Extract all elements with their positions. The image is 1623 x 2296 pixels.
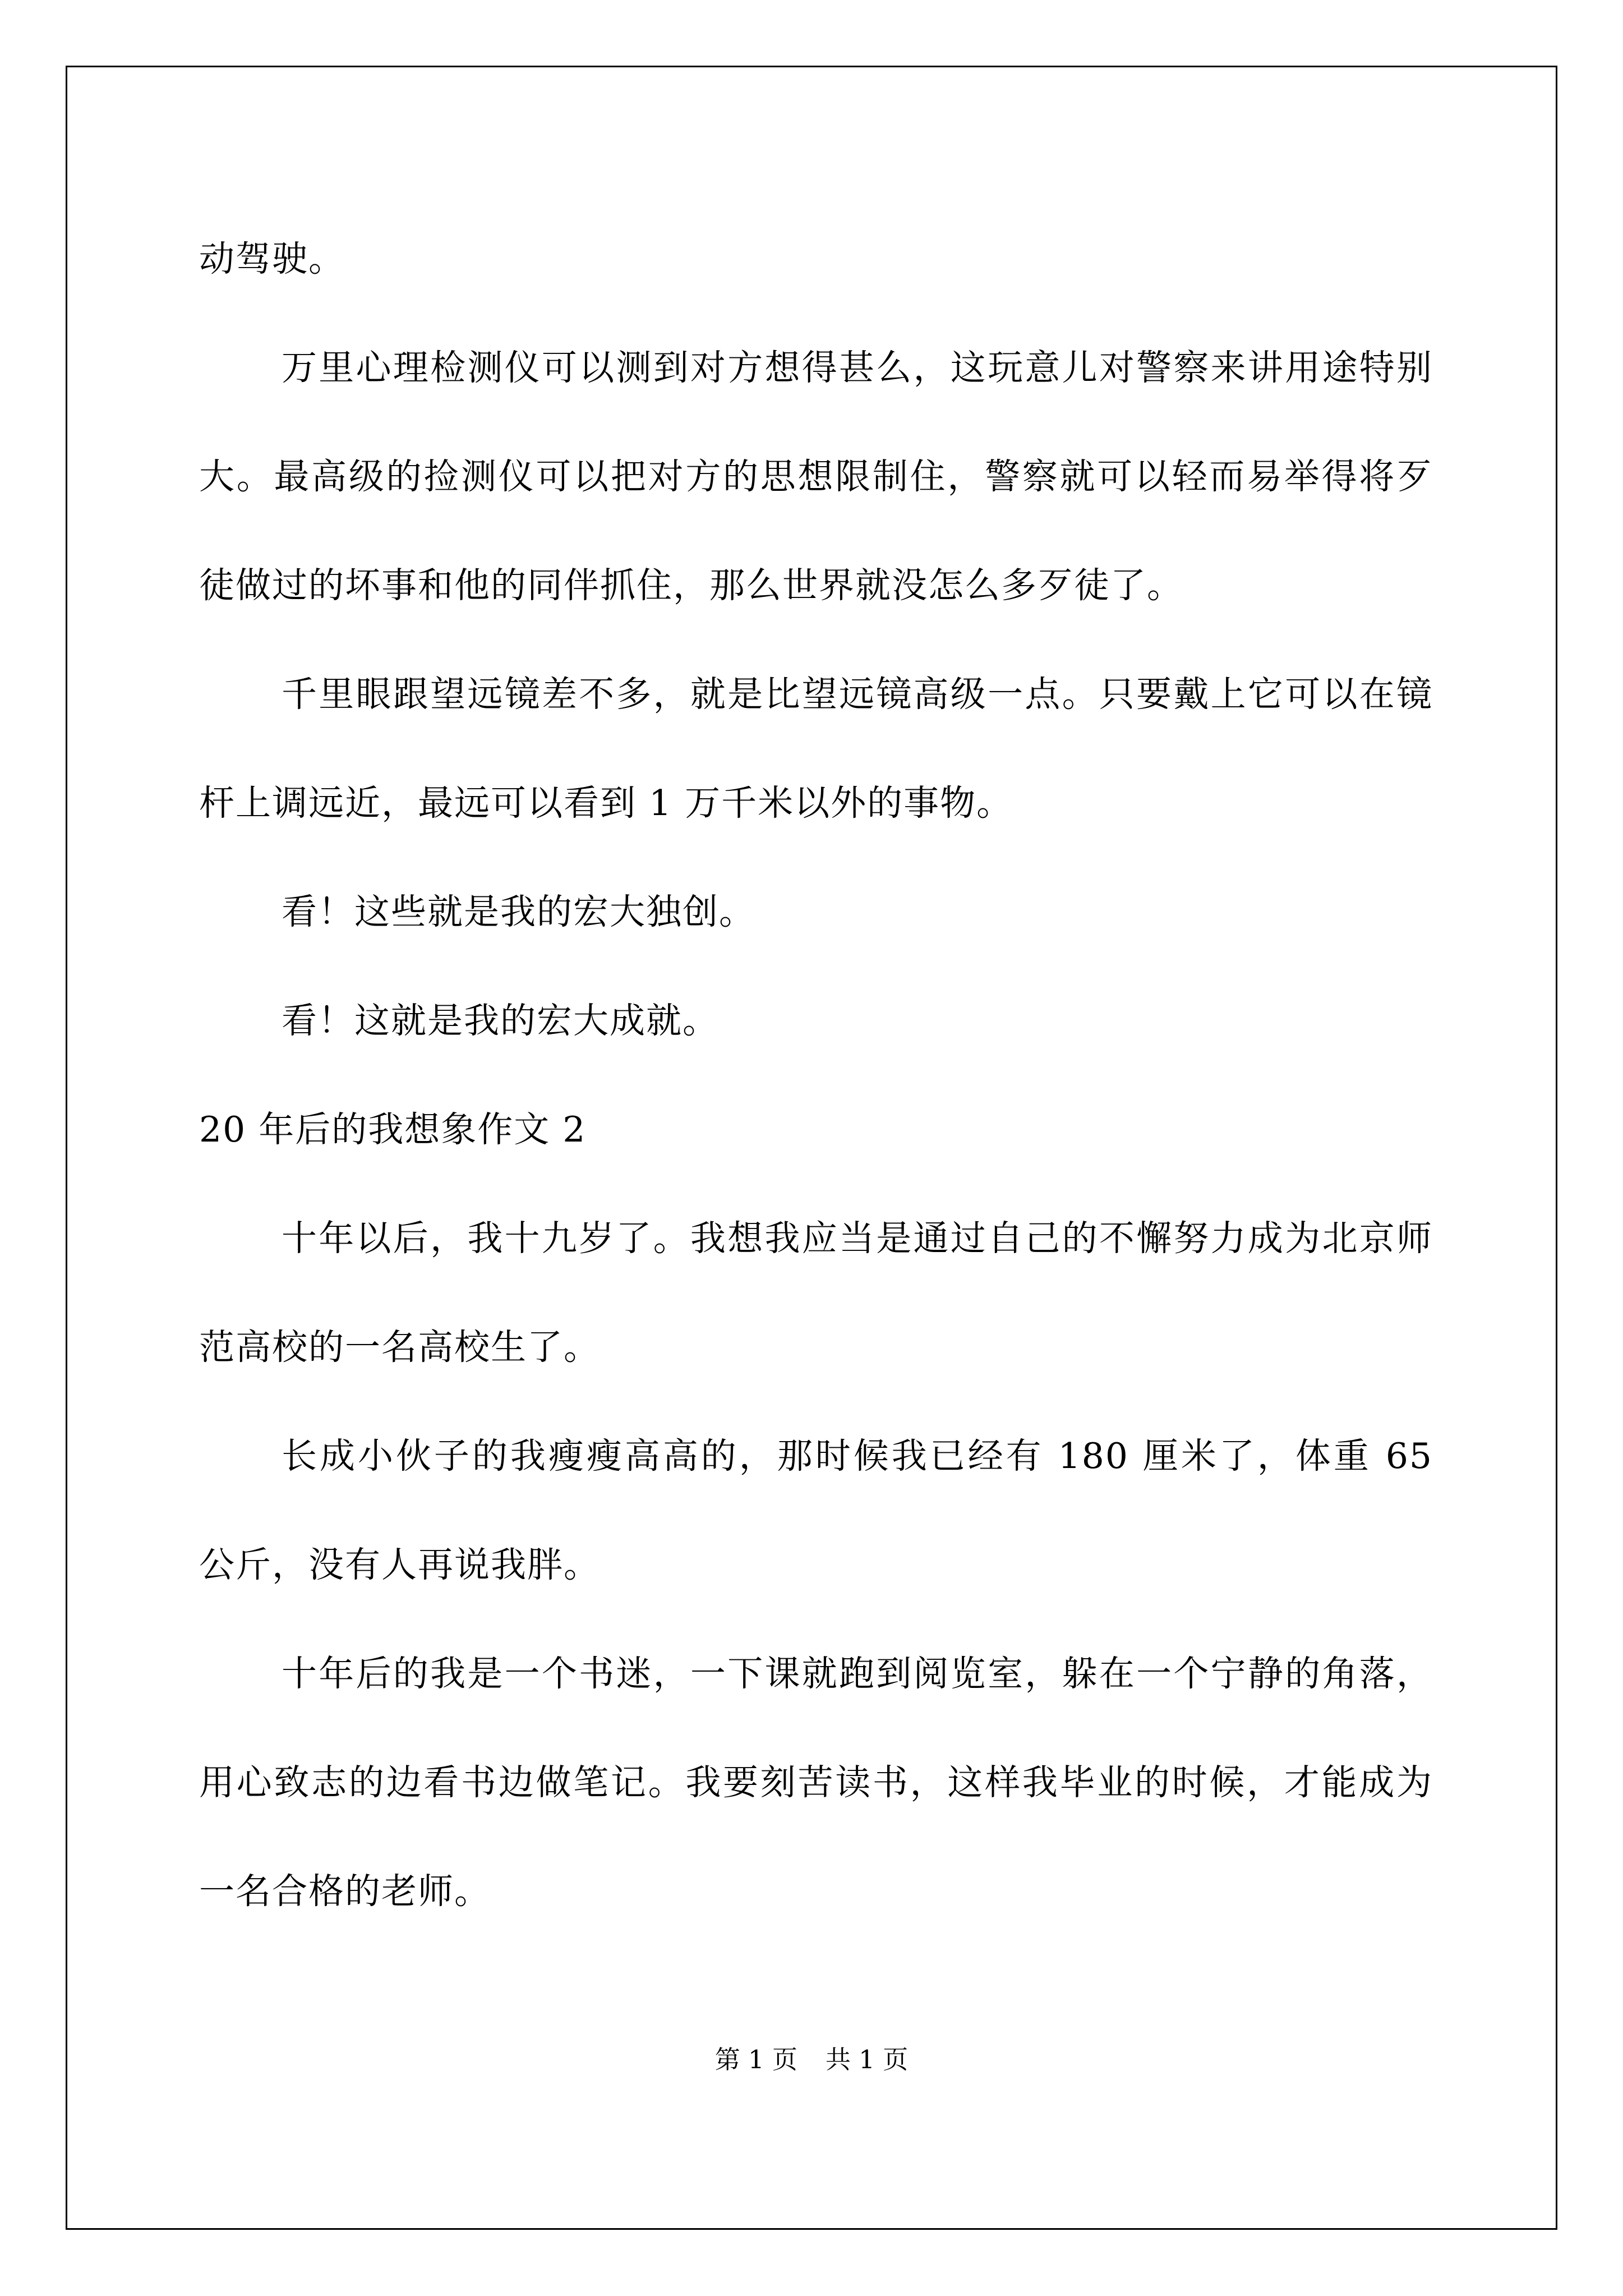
paragraph-appearance: 长成小伙子的我瘦瘦高高的，那时候我已经有 180 厘米了，体重 65 公斤，没有人再说我胖。 — [199, 1435, 1433, 1585]
paragraph-mind-detector: 万里心理检测仪可以测到对方想得甚么，这玩意儿对警察来讲用途特别大。最高级的捡测仪可以把对方的思想限制住，警察就可以轻而易举得将歹徒做过的坏事和他的同伴抓住，那么世界就没怎么多歹徒了。 — [199, 347, 1433, 606]
essay-heading: 20 年后的我想象作文 2 — [199, 1109, 587, 1150]
paragraph-ten-years-later: 十年以后，我十九岁了。我想我应当是通过自己的不懈努力成为北京师范高校的一名高校生了。 — [199, 1218, 1433, 1368]
paragraph-inventions: 看！这些就是我的宏大独创。 — [282, 891, 755, 932]
paragraph-bookworm: 十年后的我是一个书迷，一下课就跑到阅览室，躲在一个宁静的角落，用心致志的边看书边做笔记。我要刻苦读书，这样我毕业的时候，才能成为一名合格的老师。 — [199, 1653, 1433, 1912]
page-total: 共 1 页 — [826, 2045, 909, 2074]
paragraph-achievements: 看！这就是我的宏大成就。 — [282, 1000, 719, 1041]
document-body — [199, 205, 1433, 1946]
paragraph-continued: 动驾驶。 — [199, 238, 345, 279]
page-footer — [0, 2043, 1623, 2077]
page-number: 第 1 页 — [714, 2045, 797, 2074]
paragraph-telescope: 千里眼跟望远镜差不多，就是比望远镜高级一点。只要戴上它可以在镜杆上调远近，最远可以看到 1 万千米以外的事物。 — [199, 674, 1433, 823]
